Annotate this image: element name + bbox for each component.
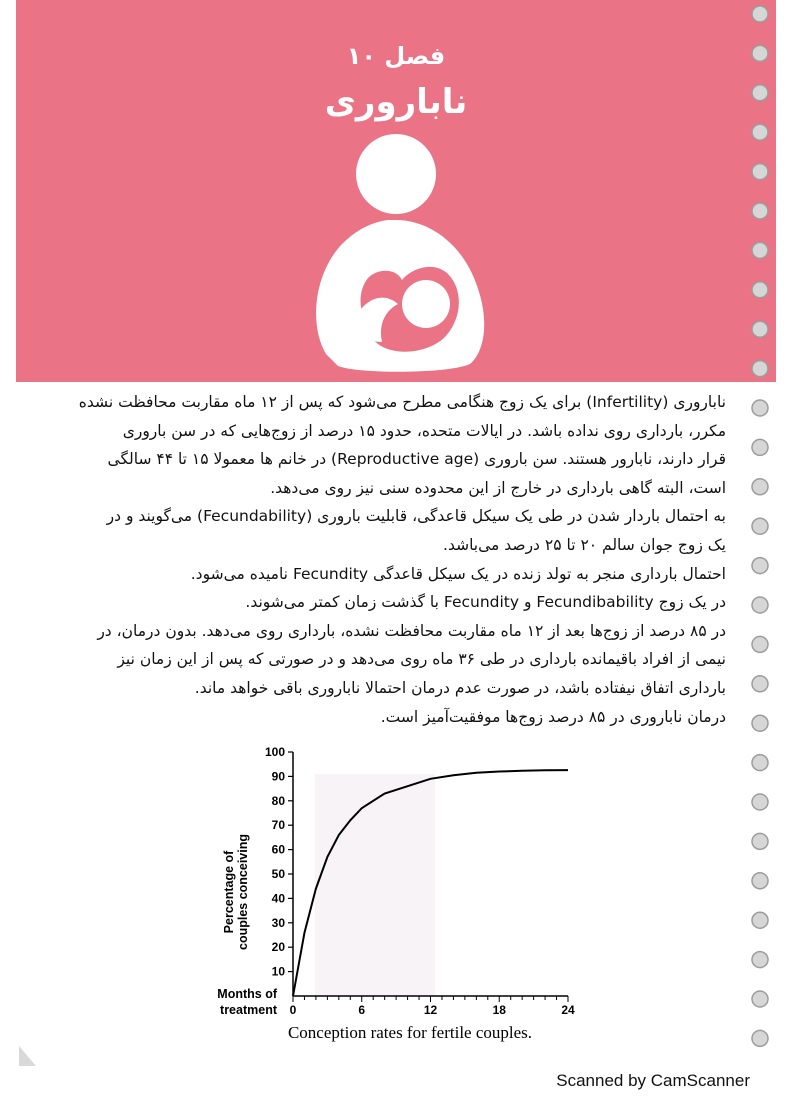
body-line: به احتمال باردار شدن در طی یک سیکل قاعدگی، قابلیت باروری (Fecundability) می‌گویند و در — [106, 507, 726, 526]
binding-ring — [752, 479, 768, 495]
x-tick-label: 18 — [492, 1003, 506, 1017]
chart-shading — [315, 774, 435, 996]
binding-ring — [752, 1030, 768, 1046]
binding-ring — [752, 124, 768, 140]
binding-ring — [752, 794, 768, 810]
y-tick-label: 90 — [271, 769, 285, 784]
conception-rate-chart — [205, 742, 585, 1050]
y-tick-label: 100 — [264, 745, 285, 759]
binding-ring — [752, 991, 768, 1007]
body-line: ناباروری (Infertility) برای یک زوج هنگامی مطرح می‌شود که پس از ۱۲ ماه مقاربت محافظت نشده — [78, 393, 726, 411]
body-line: درمان ناباروری در ۸۵ درصد زوج‌ها موفقیت‌آمیز است. — [380, 707, 726, 726]
body-line: مکرر، بارداری روی نداده باشد. در ایالات متحده، حدود ۱۵ درصد از زوج‌هایی که در سن باروری — [122, 421, 726, 440]
y-tick-label: 80 — [271, 793, 285, 808]
body-line: یک زوج جوان سالم ۲۰ تا ۲۵ درصد می‌باشد. — [443, 535, 726, 554]
body-line: است، البته گاهی بارداری در خارج از این محدوده سنی نیز روی می‌دهد. — [270, 478, 726, 497]
binding-ring — [752, 85, 768, 101]
binding-ring — [752, 912, 768, 928]
body-line: در ۸۵ درصد از زوج‌ها بعد از ۱۲ ماه مقاربت محافظت نشده، بارداری روی می‌دهد. بدون درمان، در — [97, 621, 726, 640]
binding-ring — [752, 203, 768, 219]
binding-ring — [752, 321, 768, 337]
x-tick-label: 24 — [561, 1003, 575, 1017]
page-corner-mark — [18, 1044, 38, 1068]
binding-ring — [752, 755, 768, 771]
binding-ring — [752, 45, 768, 61]
body-line: احتمال بارداری منجر به تولد زنده در یک سیکل قاعدگی Fecundity نامیده می‌شود. — [190, 564, 726, 583]
x-tick-label: 12 — [423, 1003, 438, 1017]
x-tick-label: 0 — [289, 1003, 297, 1017]
x-axis-label-line2: treatment — [220, 1003, 277, 1017]
y-tick-label: 40 — [271, 891, 285, 906]
y-tick-label: 50 — [271, 867, 285, 881]
body-text — [36, 388, 726, 731]
binding-ring — [752, 597, 768, 613]
chart-caption: Conception rates for fertile couples. — [287, 1023, 533, 1042]
chapter-title: ناباروری — [324, 82, 468, 122]
binding-ring — [752, 676, 768, 692]
binding-ring — [752, 400, 768, 416]
binding-ring — [752, 164, 768, 180]
body-line: نیمی از افراد باقیمانده بارداری در طی ۳۶ ماه روی می‌دهد و در صورتی که پس از این زمان نیز — [117, 650, 726, 669]
binding-ring — [752, 439, 768, 455]
chapter-number: فصل ۱۰ — [346, 42, 446, 70]
binding-ring — [752, 952, 768, 968]
x-tick-label: 6 — [358, 1003, 366, 1017]
y-tick-label: 10 — [271, 964, 285, 979]
binding-ring — [752, 242, 768, 258]
y-axis-label-line1: Percentage of — [222, 850, 236, 934]
y-tick-label: 30 — [271, 915, 285, 930]
binding-ring — [752, 282, 768, 298]
binding-ring — [752, 361, 768, 377]
y-axis-label-line2: couples conceiving — [236, 833, 250, 951]
scanned-by-footer: Scanned by CamScanner — [556, 1071, 750, 1090]
binding-ring — [752, 715, 768, 731]
binding-ring — [752, 833, 768, 849]
breastfeeding-mother-icon — [298, 128, 494, 374]
y-tick-label: 20 — [271, 940, 285, 955]
y-tick-label: 60 — [271, 842, 285, 857]
x-axis-label-line1: Months of — [217, 987, 277, 1001]
binding-ring — [752, 873, 768, 889]
binding-ring — [752, 636, 768, 652]
binding-ring — [752, 558, 768, 574]
binding-ring — [752, 518, 768, 534]
body-line: در یک زوج Fecundibability و Fecundity با گذشت زمان کمتر می‌شوند. — [245, 593, 726, 612]
y-tick-label: 70 — [271, 818, 285, 833]
body-line: قرار دارند، نابارور هستند. سن باروری (Reproductive age) در خانم ها معمولا ۱۵ تا ۴۴ سالگی — [107, 450, 726, 469]
binding-ring — [752, 6, 768, 22]
body-line: بارداری اتفاق نیفتاده باشد، در صورت عدم درمان احتمالا ناباروری باقی خواهد ماند. — [194, 678, 726, 697]
spiral-binding — [740, 0, 780, 1060]
